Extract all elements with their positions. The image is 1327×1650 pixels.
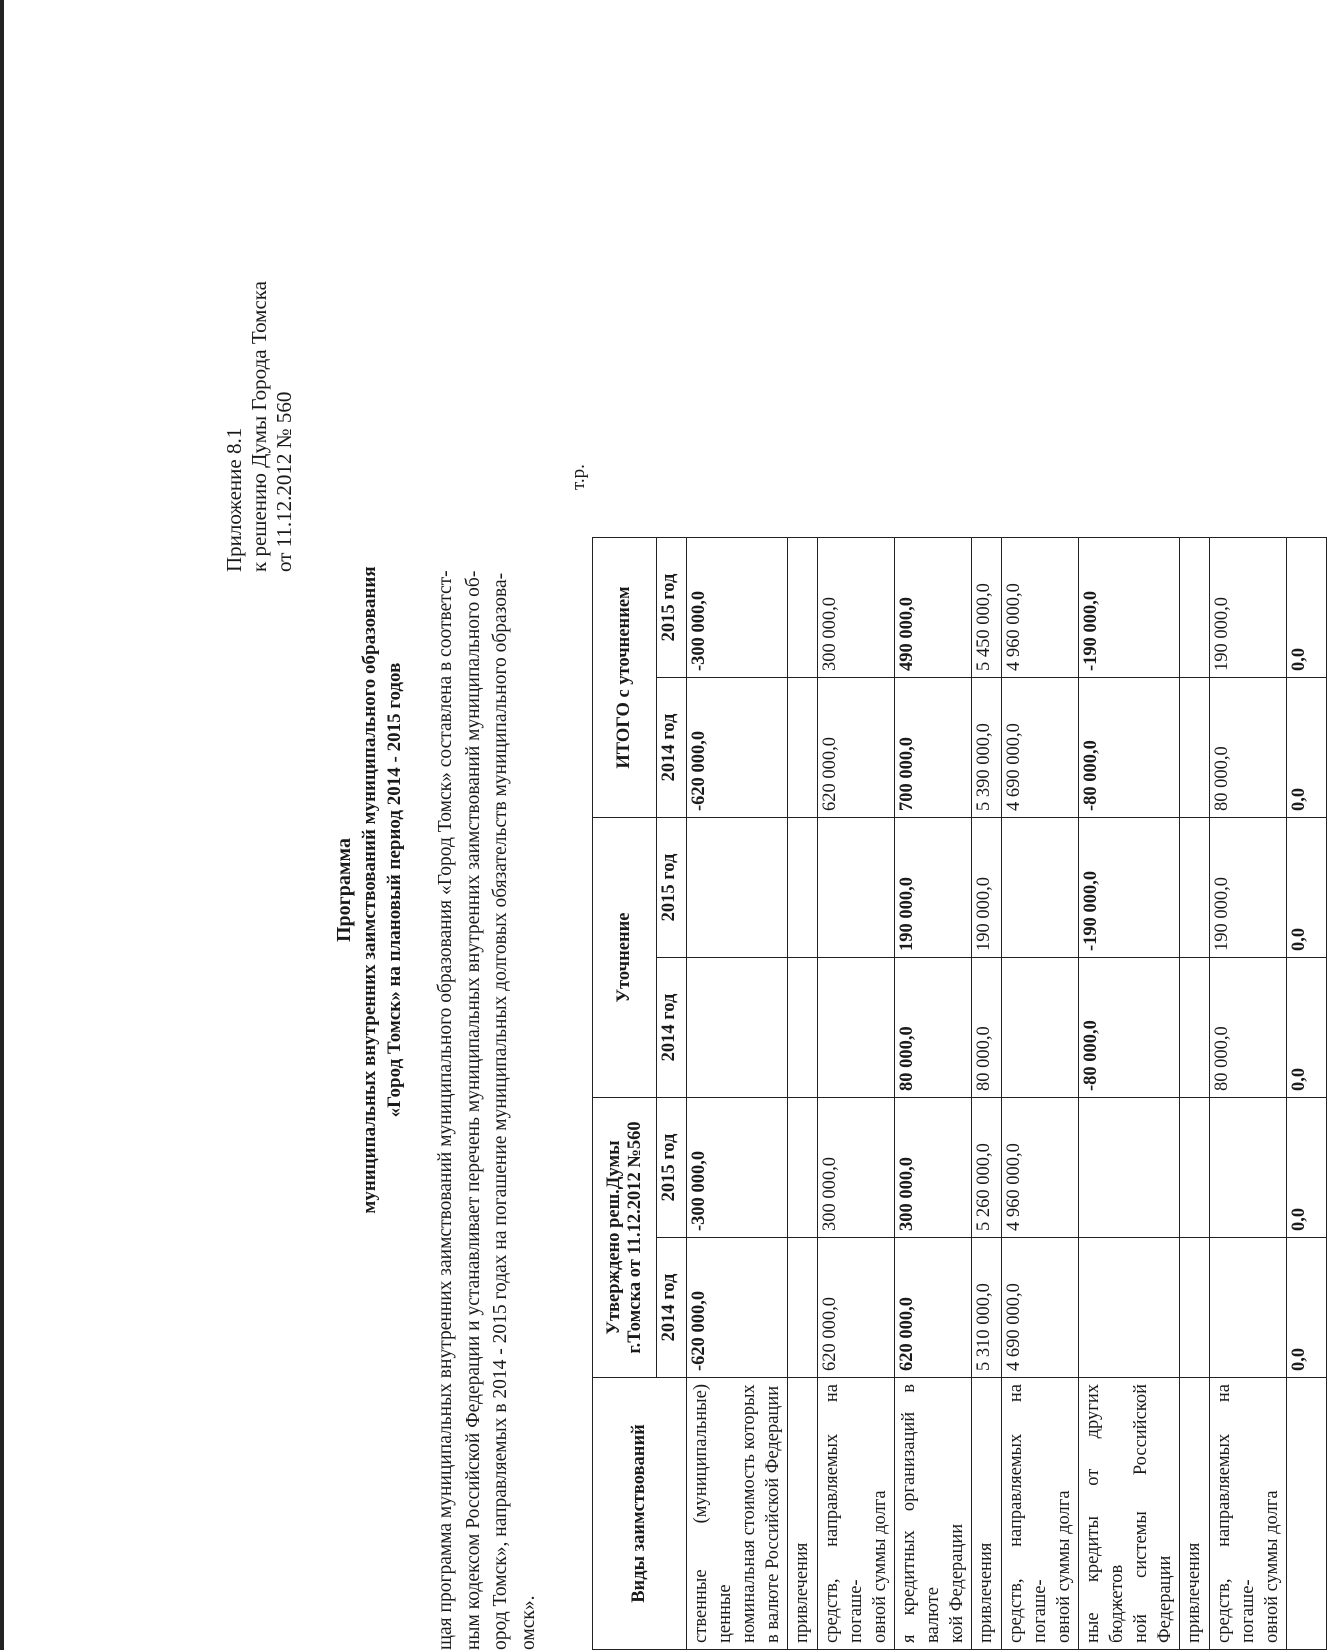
row-name-line: ственные (муниципальные) ценные: [691, 1384, 735, 1643]
header-year: 2014 год: [657, 1238, 687, 1378]
cell-value: [1079, 1238, 1180, 1378]
units-label: т.р.: [568, 464, 589, 490]
cell-value: 190 000,0: [895, 818, 972, 958]
cell-value: 0,0: [1287, 1238, 1327, 1378]
row-name: [1287, 1378, 1327, 1650]
cell-value: 80 000,0: [1210, 958, 1287, 1098]
row-name: [788, 1378, 818, 1650]
table-row: [687, 538, 788, 1650]
table-row: [818, 538, 895, 1650]
cell-value: 700 000,0: [895, 678, 972, 818]
row-name-line: кой Федерации: [947, 1523, 967, 1643]
row-name: [1180, 1378, 1210, 1650]
cell-value: 190 000,0: [972, 818, 1002, 958]
cell-value: 80 000,0: [1210, 678, 1287, 818]
intro-line: ород Томск», направляемых в 2014 - 2015 годах на погашение муниципальных долговых обязательств муниципального образова-: [490, 572, 511, 1650]
row-name: [972, 1378, 1002, 1650]
row-name: [1079, 1378, 1180, 1650]
cell-value: -80 000,0: [1079, 678, 1180, 818]
cell-value: 5 260 000,0: [972, 1098, 1002, 1238]
cell-value: [1002, 958, 1079, 1098]
cell-value: [818, 818, 895, 958]
cell-value: [1002, 818, 1079, 958]
table-row: [1287, 538, 1327, 1650]
cell-value: -620 000,0: [687, 678, 788, 818]
cell-value: 0,0: [1287, 678, 1327, 818]
intro-paragraph: [432, 450, 542, 1650]
cell-value: 620 000,0: [895, 1238, 972, 1378]
row-name-line: привлечения: [1184, 1542, 1204, 1643]
table-row: [972, 538, 1002, 1650]
header-year: 2014 год: [657, 678, 687, 818]
row-name: [895, 1378, 972, 1650]
cell-value: 4 960 000,0: [1002, 1098, 1079, 1238]
cell-value: [788, 1238, 818, 1378]
table-row: [1180, 538, 1210, 1650]
table-row: [1210, 538, 1287, 1650]
row-name: [1002, 1378, 1079, 1650]
cell-value: [1180, 958, 1210, 1098]
cell-value: 4 960 000,0: [1002, 538, 1079, 678]
intro-line: щая программа муниципальных внутренних заимствований муниципального образования «Город Томск» составлена в соответст-: [435, 570, 456, 1650]
cell-value: [1180, 1238, 1210, 1378]
cell-value: 190 000,0: [1210, 818, 1287, 958]
intro-line: омск».: [517, 1595, 539, 1650]
cell-value: [1210, 1238, 1287, 1378]
row-name-line: номинальная стоимость которых: [739, 1384, 759, 1643]
cell-value: 5 450 000,0: [972, 538, 1002, 678]
cell-value: 5 310 000,0: [972, 1238, 1002, 1378]
cell-value: 80 000,0: [895, 958, 972, 1098]
cell-value: [1079, 1098, 1180, 1238]
cell-value: [1180, 678, 1210, 818]
cell-value: -300 000,0: [687, 538, 788, 678]
cell-value: 190 000,0: [1210, 538, 1287, 678]
cell-value: 300 000,0: [818, 538, 895, 678]
cell-value: [788, 1098, 818, 1238]
intro-line: ным кодексом Российской Федерации и устанавливает перечень муниципальных внутренних заимствований муниципального об-: [462, 570, 484, 1650]
cell-value: -80 000,0: [1079, 958, 1180, 1098]
cell-value: [1210, 1098, 1287, 1238]
cell-value: 620 000,0: [818, 678, 895, 818]
row-name-line: овной суммы долга: [1262, 1490, 1282, 1643]
title-line: муниципальных внутренних заимствований муниципального образования: [359, 566, 380, 1214]
header-year: 2014 год: [657, 958, 687, 1098]
cell-value: -300 000,0: [687, 1098, 788, 1238]
header-total: ИТОГО с уточнением: [593, 538, 657, 818]
cell-value: -190 000,0: [1079, 818, 1180, 958]
cell-value: [1180, 538, 1210, 678]
row-name-line: овной суммы долга: [870, 1490, 890, 1643]
row-name-line: овной суммы долга: [1054, 1490, 1074, 1643]
cell-value: 300 000,0: [818, 1098, 895, 1238]
row-name-line: средств, направляемых на погаше-: [1006, 1384, 1050, 1643]
row-name: [687, 1378, 788, 1650]
cell-value: 5 390 000,0: [972, 678, 1002, 818]
cell-value: 490 000,0: [895, 538, 972, 678]
cell-value: 80 000,0: [972, 958, 1002, 1098]
row-name-line: ные кредиты от других бюджетов: [1083, 1384, 1127, 1643]
appendix-line: Приложение 8.1: [222, 427, 246, 572]
cell-value: 620 000,0: [818, 1238, 895, 1378]
cell-value: [788, 678, 818, 818]
table-row: [1002, 538, 1079, 1650]
borrowings-table: [592, 537, 1327, 1650]
cell-value: 4 690 000,0: [1002, 678, 1079, 818]
title-line: «Город Томск» на плановый период 2014 - 2015 годов: [384, 662, 405, 1118]
row-name: [818, 1378, 895, 1650]
row-name-line: в валюте Российской Федерации: [763, 1385, 783, 1643]
row-name-line: средств, направляемых на погаше-: [1214, 1384, 1258, 1643]
cell-value: [788, 538, 818, 678]
cell-value: 0,0: [1287, 538, 1327, 678]
table-row: [788, 538, 818, 1650]
table-row: [895, 538, 972, 1650]
cell-value: 0,0: [1287, 958, 1327, 1098]
cell-value: 0,0: [1287, 1098, 1327, 1238]
row-name-line: средств, направляемых на погаше-: [822, 1384, 866, 1643]
cell-value: 4 690 000,0: [1002, 1238, 1079, 1378]
appendix-line: к решению Думы Города Томска: [247, 281, 271, 572]
cell-value: [788, 818, 818, 958]
header-clarification: Уточнение: [593, 818, 657, 1098]
document-title: [332, 510, 407, 1270]
cell-value: -620 000,0: [687, 1238, 788, 1378]
row-name: [1210, 1378, 1287, 1650]
cell-value: [1180, 1098, 1210, 1238]
title-line: Программа: [333, 838, 355, 942]
appendix-header: [222, 172, 297, 572]
row-name-line: ной системы Российской Федерации: [1131, 1384, 1175, 1643]
appendix-line: от 11.12.2012 № 560: [272, 391, 296, 572]
row-name-line: я кредитных организаций в валюте: [899, 1384, 943, 1643]
header-year: 2015 год: [657, 1098, 687, 1238]
cell-value: -190 000,0: [1079, 538, 1180, 678]
cell-value: [818, 958, 895, 1098]
cell-value: [1180, 818, 1210, 958]
cell-value: [687, 818, 788, 958]
cell-value: [788, 958, 818, 1098]
cell-value: [687, 958, 788, 1098]
header-approved: Утверждено реш.Думы г.Томска от 11.12.2012 №560: [593, 1098, 657, 1378]
table-row: [1079, 538, 1180, 1650]
header-types: Виды заимствований: [593, 1378, 687, 1650]
row-name-line: привлечения: [976, 1542, 996, 1643]
cell-value: 0,0: [1287, 818, 1327, 958]
row-name-line: привлечения: [792, 1542, 812, 1643]
cell-value: 300 000,0: [895, 1098, 972, 1238]
header-year: 2015 год: [657, 538, 687, 678]
header-year: 2015 год: [657, 818, 687, 958]
